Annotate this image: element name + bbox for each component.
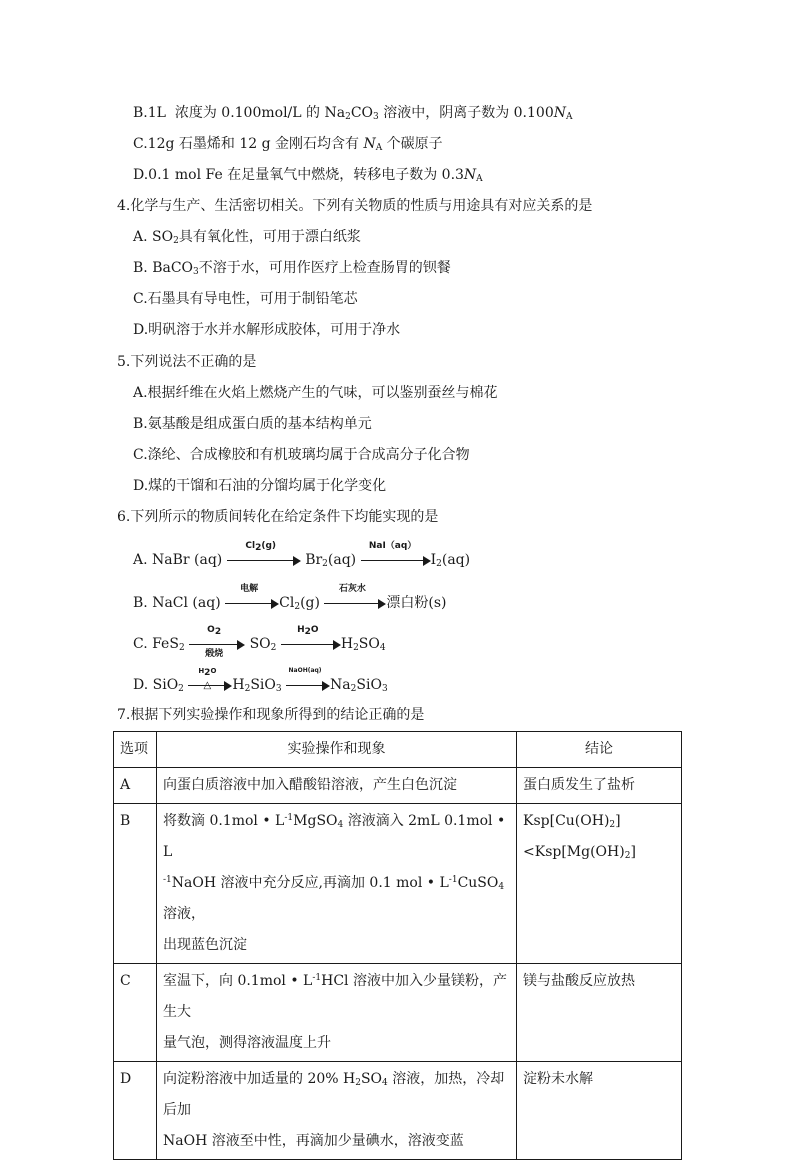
q3-option-c: C.12g 石墨烯和 12 g 金刚石均含有 $N_A$ 个碳原子 (133, 136, 443, 153)
table-header-row (114, 732, 682, 768)
q5-stem: 5.下列说法不正确的是 (117, 354, 257, 370)
table-row (114, 804, 682, 964)
q6-stem: 6.下列所示的物质间转化在给定条件下均能实现的是 (117, 509, 439, 525)
q6-option-d: D. SiO$_2$ $H_2O$ $H_2SiO_3$ NaOH(aq) $Na_2SiO_3$ (133, 667, 388, 694)
row-operation: 向淀粉溶液中加适量的 20% $H_2SO_4$ 溶液，加热，冷却后加 NaOH 溶液至中性，再滴加少量碘水，溶液变蓝 (157, 1062, 517, 1160)
table-row (114, 1062, 682, 1160)
q3-option-d: D.0.1 mol Fe 在足量氧气中燃烧，转移电子数为 $0.3N_A$ (133, 167, 483, 184)
row-operation: 室温下，向 0.1mol • $L^{-1}HCl$ 溶液中加入少量镁粉，产生大 量气泡，测得溶液温度上升 (157, 964, 517, 1062)
header-conclusion: 结论 (517, 732, 682, 768)
q6-option-a: A. NaBr (aq) $Cl_2(g)$ $Br_2(aq)$ NaI（aq） $I_2(aq)$ (133, 541, 471, 569)
q4-option-a: A. $SO_2$具有氧化性，可用于漂白纸浆 (133, 229, 361, 246)
q5-option-a: A.根据纤维在火焰上燃烧产生的气味，可以鉴别蚕丝与棉花 (133, 385, 498, 401)
reaction-arrow: $O_2$ 煅烧 (189, 634, 245, 654)
reaction-arrow: 电解 (225, 593, 279, 613)
row-option: A (114, 768, 157, 804)
q6-option-b: B. NaCl (aq) 电解 $Cl_2(g)$ 石灰水 漂白粉(s) (133, 584, 447, 612)
row-option: C (114, 964, 157, 1062)
table-row (114, 768, 682, 804)
q4-option-d: D.明矾溶于水并水解形成胶体，可用于净水 (133, 322, 401, 338)
row-operation: 将数滴 0.1mol • $L^{-1}MgSO_4$ 溶液滴入 2mL 0.1mol • L $^{-1}$NaOH 溶液中充分反应,再滴加 0.1 mol • $L^{-1}CuSO_4$ 溶液， 出现蓝色沉淀 (157, 804, 517, 964)
row-conclusion: $Ksp[Cu(OH)_2]$ $<Ksp[Mg(OH)_2]$ (517, 804, 682, 964)
q5-option-b: B.氨基酸是组成蛋白质的基本结构单元 (133, 416, 372, 432)
header-operation: 实验操作和现象 (157, 732, 517, 768)
q5-option-c: C.涤纶、合成橡胶和有机玻璃均属于合成高分子化合物 (133, 447, 470, 463)
reaction-arrow: $Cl_2(g)$ (227, 550, 301, 570)
row-option: B (114, 804, 157, 964)
reaction-arrow: $H_2O$ (188, 675, 232, 695)
q4-stem: 4.化学与生产、生活密切相关。下列有关物质的性质与用途具有对应关系的是 (117, 198, 593, 214)
row-conclusion: 淀粉未水解 (517, 1062, 682, 1160)
header-option: 选项 (114, 732, 157, 768)
q3-option-b: B.1L 浓度为 0.100mol/L 的 $Na_2CO_3$ 溶液中，阴离子数为 $0.100N_A$ (133, 105, 573, 122)
reaction-arrow: NaI（aq） (361, 550, 431, 570)
table-row (114, 964, 682, 1062)
q4-option-b: B. BaCO$_3$不溶于水，可用作医疗上检查肠胃的钡餐 (133, 260, 451, 277)
q6-option-c: C. FeS$_2$ $O_2$ 煅烧 $SO_2$ $H_2O$ $H_2SO_4$ (133, 625, 386, 659)
reaction-arrow: 石灰水 (324, 593, 386, 613)
reaction-arrow: NaOH(aq) (286, 675, 330, 695)
q5-option-d: D.煤的干馏和石油的分馏均属于化学变化 (133, 478, 387, 494)
reaction-arrow: $H_2O$ (281, 634, 341, 654)
row-operation: 向蛋白质溶液中加入醋酸铅溶液，产生白色沉淀 (157, 768, 517, 804)
row-conclusion: 镁与盐酸反应放热 (517, 964, 682, 1062)
row-option: D (114, 1062, 157, 1160)
q7-stem: 7.根据下列实验操作和现象所得到的结论正确的是 (117, 707, 425, 723)
row-conclusion: 蛋白质发生了盐析 (517, 768, 682, 804)
q4-option-c: C.石墨具有导电性，可用于制铅笔芯 (133, 291, 358, 307)
experiment-table (113, 731, 682, 1160)
